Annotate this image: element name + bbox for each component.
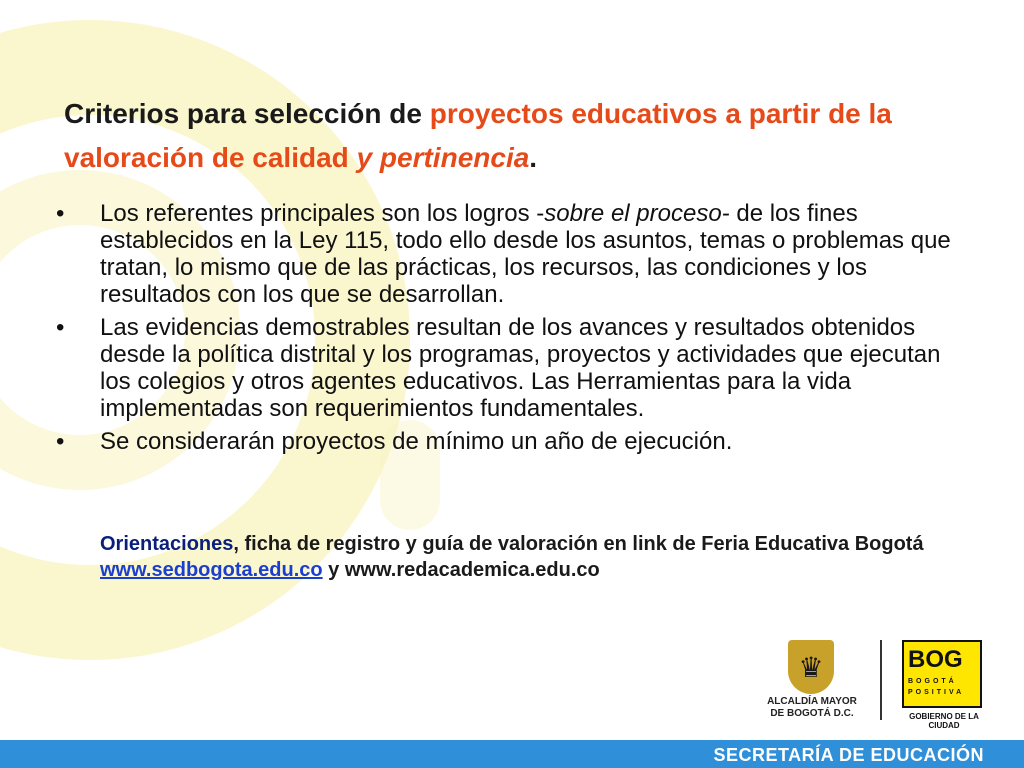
bog-sub-text (908, 676, 978, 698)
title-part-italic: y pertinencia (356, 142, 530, 173)
logos-area (760, 636, 1000, 730)
alcaldia-logo-text (760, 696, 864, 720)
bullet-text-italic: sobre el proceso- (544, 200, 730, 227)
bogota-positiva-logo (902, 640, 982, 708)
bullet-text: Los referentes principales son los logros - (100, 200, 545, 227)
bullet-list (56, 200, 976, 461)
gobierno-label: GOBIERNO DE LA CIUDAD (909, 712, 979, 730)
bog-main-text: BOG (908, 646, 963, 673)
orientaciones-lead: Orientaciones (100, 533, 234, 555)
alcaldia-line2: DE BOGOTÁ D.C. (770, 708, 854, 719)
list-item (56, 428, 976, 455)
title-period: . (529, 142, 538, 173)
list-item (56, 200, 976, 308)
bog-sub-line2: POSITIVA (908, 689, 965, 696)
redacademica-text: y www.redacademica.edu.co (322, 559, 600, 581)
title-part-black: Criterios para selección de (64, 98, 430, 129)
bullet-icon: • (56, 428, 65, 455)
list-item (56, 314, 976, 422)
bullet-icon: • (56, 200, 65, 227)
bullet-text: Las evidencias demostrables resultan de los avances y resultados obtenidos desde la política distrital y los programas, proyectos y actividades que ejecutan los colegios y otros agentes educativos. Las Herramientas para la vida implementadas son requerimientos fundamentales. (100, 314, 941, 422)
bullet-text: de los fines establecidos en la Ley 115, todo ello desde los asuntos, temas o problemas que tratan, lo mismo que de las prácticas, los recursos, las condiciones y los resultados con los que se desarrollan. (100, 200, 951, 308)
title-part-red: proyectos educativos a partir de la valoración de calidad (64, 98, 892, 173)
footer-band (0, 740, 1024, 768)
sedbogota-link[interactable]: www.sedbogota.edu.co (100, 559, 323, 581)
slide-title (64, 92, 944, 180)
orientaciones-text: , ficha de registro y guía de valoración en link de Feria Educativa Bogotá (233, 533, 924, 555)
bullet-text: Se considerarán proyectos de mínimo un año de ejecución. (100, 428, 733, 455)
alcaldia-line1: ALCALDÍA MAYOR (767, 696, 857, 707)
bogota-shield-icon: ♛ (788, 640, 834, 694)
secretaria-label: SECRETARÍA DE EDUCACIÓN (713, 745, 984, 765)
bog-sub-line1: BOGOTÁ (908, 678, 957, 685)
orientaciones-note (100, 531, 980, 583)
bullet-icon: • (56, 314, 65, 341)
logo-divider (880, 640, 882, 720)
